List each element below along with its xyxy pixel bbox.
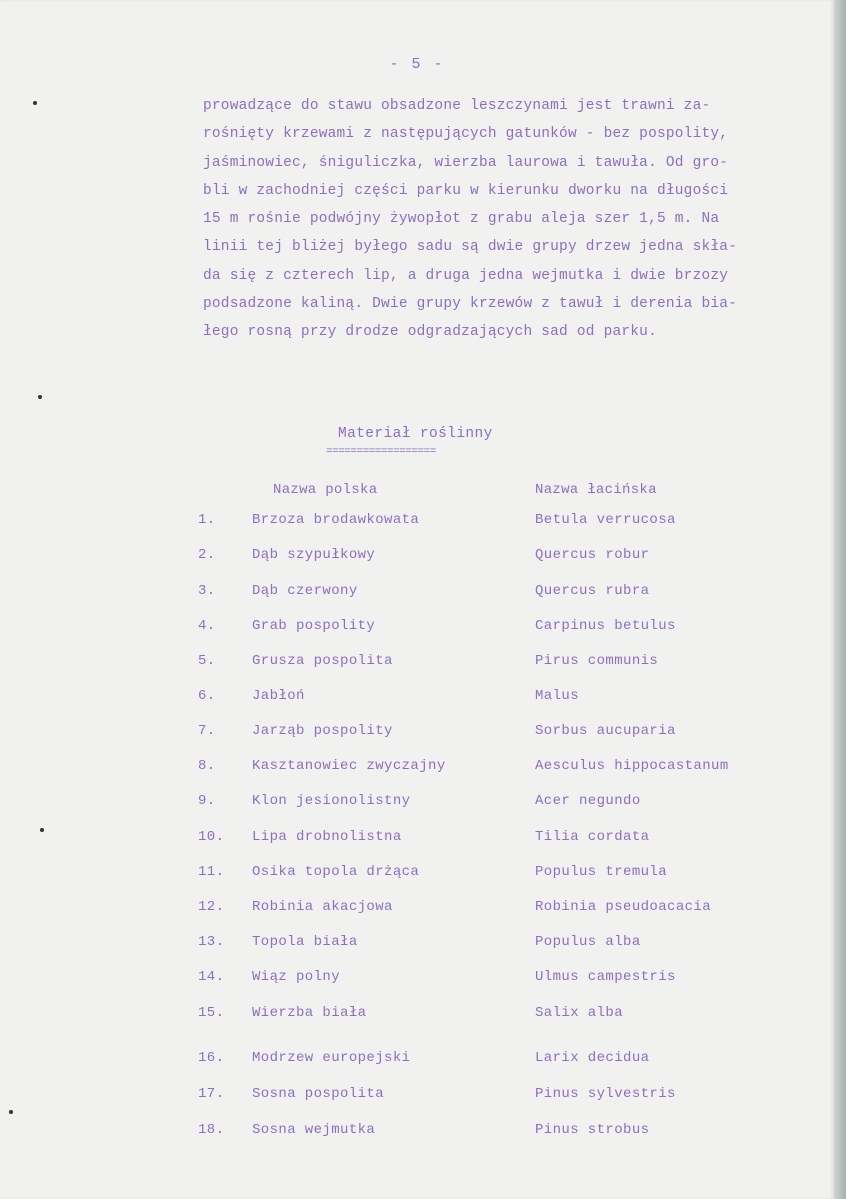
table-row [0,829,834,851]
row-number: 8. [198,758,216,774]
polish-name: Lipa drobnolistna [252,829,402,845]
paragraph-line: da się z czterech lip, a druga jedna wejmutka i dwie brzozy [203,267,729,284]
table-row [0,934,834,956]
latin-name: Aesculus hippocastanum [535,758,729,774]
row-number: 1. [198,512,216,528]
latin-name: Pinus sylvestris [535,1086,676,1102]
polish-name: Jabłoń [252,688,305,704]
paragraph-line: rośnięty krzewami z następujących gatunków - bez pospolity, [203,126,729,143]
section-title-underline: ================== [326,446,436,458]
row-number: 2. [198,547,216,563]
table-row [0,1005,834,1027]
row-number: 10. [198,829,225,845]
polish-name: Sosna pospolita [252,1086,385,1102]
margin-speck [33,101,37,105]
polish-name: Kasztanowiec zwyczajny [252,758,446,774]
row-number: 11. [198,864,225,880]
table-row [0,653,834,675]
row-number: 17. [198,1086,225,1102]
row-number: 14. [198,969,225,985]
paragraph-line: jaśminowiec, śniguliczka, wierzba laurowa i tawuła. Od gro- [203,154,729,171]
polish-name: Modrzew europejski [252,1050,411,1066]
latin-name: Larix decidua [535,1050,650,1066]
paragraph-line: 15 m rośnie podwójny żywopłot z grabu aleja szer 1,5 m. Na [203,211,720,228]
latin-name: Tilia cordata [535,829,650,845]
latin-name: Acer negundo [535,793,641,809]
row-number: 5. [198,653,216,669]
table-row [0,688,834,710]
table-row [0,583,834,605]
table-row [0,1050,834,1072]
latin-name: Quercus rubra [535,583,650,599]
polish-name: Dąb szypułkowy [252,547,376,563]
row-number: 9. [198,793,216,809]
margin-speck [9,1110,13,1114]
row-number: 3. [198,583,216,599]
table-row [0,899,834,921]
latin-name: Quercus robur [535,547,650,563]
margin-speck [38,395,42,399]
table-row [0,512,834,534]
row-number: 15. [198,1005,225,1021]
table-row [0,793,834,815]
latin-name: Malus [535,688,580,704]
paragraph-line: łego rosną przy drodze odgradzających sad od parku. [203,324,657,341]
row-number: 16. [198,1050,225,1066]
body-paragraph [203,92,803,347]
latin-name: Pirus communis [535,653,659,669]
page-edge-shadow [834,0,846,1199]
section-title: Materiał roślinny [338,426,493,442]
row-number: 6. [198,688,216,704]
latin-name: Betula verrucosa [535,512,676,528]
row-number: 12. [198,899,225,915]
polish-name: Wierzba biała [252,1005,367,1021]
row-number: 7. [198,723,216,739]
table-row [0,547,834,569]
paragraph-line: prowadzące do stawu obsadzone leszczynami jest trawni za- [203,98,711,114]
polish-name: Topola biała [252,934,358,950]
row-number: 18. [198,1122,225,1138]
table-row [0,1122,834,1144]
polish-name: Brzoza brodawkowata [252,512,420,528]
page-number: - 5 - [389,56,445,73]
polish-name: Wiąz polny [252,969,341,985]
latin-name: Robinia pseudoacacia [535,899,712,915]
column-header-latin: Nazwa łacińska [535,482,657,498]
polish-name: Robinia akacjowa [252,899,393,915]
table-row [0,618,834,640]
latin-name: Sorbus aucuparia [535,723,676,739]
polish-name: Osika topola drżąca [252,864,420,880]
column-header-polish: Nazwa polska [273,482,378,498]
paragraph-line: linii tej bliżej byłego sadu są dwie grupy drzew jedna skła- [203,239,738,256]
latin-name: Pinus strobus [535,1122,650,1138]
row-number: 4. [198,618,216,634]
table-row [0,969,834,991]
paragraph-line: bli w zachodniej części parku w kierunku dworku na długości [203,182,729,199]
latin-name: Salix alba [535,1005,624,1021]
table-row [0,723,834,745]
latin-name: Carpinus betulus [535,618,676,634]
polish-name: Klon jesionolistny [252,793,411,809]
row-number: 13. [198,934,225,950]
table-row [0,1086,834,1108]
polish-name: Dąb czerwony [252,583,358,599]
table-row [0,864,834,886]
polish-name: Grusza pospolita [252,653,393,669]
polish-name: Jarząb pospolity [252,723,393,739]
polish-name: Sosna wejmutka [252,1122,376,1138]
latin-name: Populus tremula [535,864,668,880]
margin-speck [40,828,44,832]
latin-name: Ulmus campestris [535,969,676,985]
paragraph-line: podsadzone kaliną. Dwie grupy krzewów z tawuł i derenia bia- [203,296,738,313]
latin-name: Populus alba [535,934,641,950]
table-row [0,758,834,780]
polish-name: Grab pospolity [252,618,376,634]
